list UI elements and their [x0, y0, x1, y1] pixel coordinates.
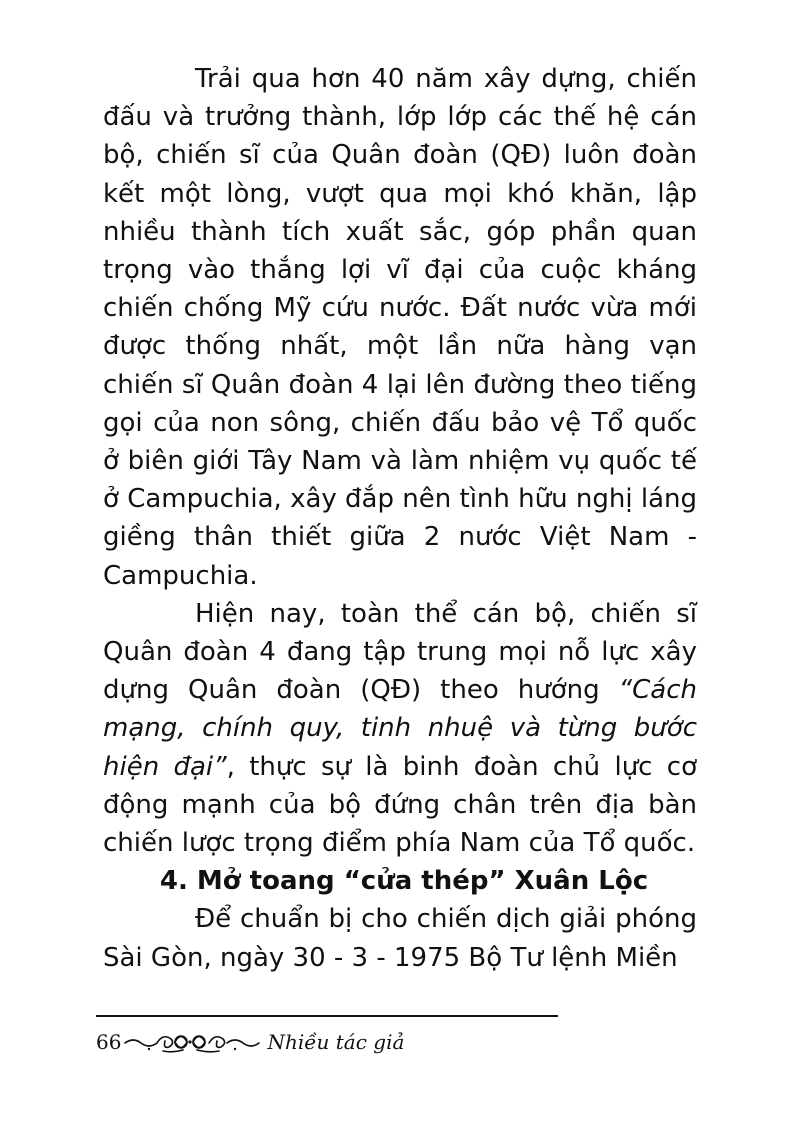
floral-ornament-icon [123, 1029, 263, 1055]
section-heading: 4. Mở toang “cửa thép” Xuân Lộc [159, 866, 649, 897]
footer-rule [96, 1015, 558, 1017]
paragraph-2 [103, 595, 697, 862]
paragraph-2-start: Hiện nay, toàn thể cán bộ, chiến sĩ Quân đoàn 4 đang tập trung mọi nỗ lực xây dựng Quân đoàn (QĐ) theo hướng [103, 598, 697, 706]
page-body [103, 60, 697, 977]
paragraph-1: Trải qua hơn 40 năm xây dựng, chiến đấu và trưởng thành, lớp lớp các thế hệ cán bộ, chiến sĩ của Quân đoàn (QĐ) luôn đoàn kết một lòng, vượt qua mọi khó khăn, lập nhiều thành tích xuất sắc, góp phần quan trọng vào thắng lợi vĩ đại của cuộc kháng chiến chống Mỹ cứu nước. Đất nước vừa mới được thống nhất, một lần nữa hàng vạn chiến sĩ Quân đoàn 4 lại lên đường theo tiếng gọi của non sông, chiến đấu bảo vệ Tổ quốc ở biên giới Tây Nam và làm nhiệm vụ quốc tế ở Campuchia, xây đắp nên tình hữu nghị láng giềng thân thiết giữa 2 nước Việt Nam - Campuchia. [103, 64, 697, 591]
page-number: 66 [96, 1030, 122, 1054]
paragraph-2-quote: “Cách mạng, chính quy, tinh nhuệ và từng bước hiện đại” [103, 675, 697, 782]
paragraph-3: Để chuẩn bị cho chiến dịch giải phóng Sài Gòn, ngày 30 - 3 - 1975 Bộ Tư lệnh Miền [103, 904, 697, 973]
page-footer [96, 1026, 404, 1058]
author-credit: Nhiều tác giả [267, 1030, 405, 1054]
paragraph-2-end: , thực sự là binh đoàn chủ lực cơ động mạnh của bộ đứng chân trên địa bàn chiến lược trọng điểm phía Nam của Tổ quốc. [103, 751, 697, 859]
